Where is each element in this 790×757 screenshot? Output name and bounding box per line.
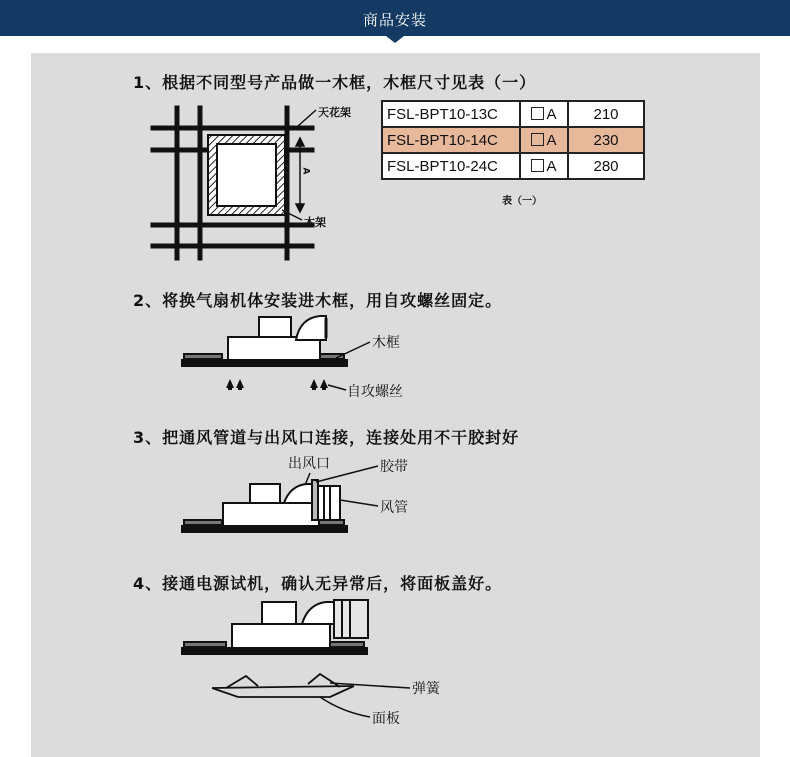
model-cell: FSL-BPT10-13C [382, 101, 520, 127]
symbol-cell: A [520, 153, 568, 179]
spring-label: 弹簧 [412, 681, 440, 697]
panel-leader [320, 697, 370, 717]
frame2-label: 木框 [372, 335, 400, 351]
size-table [381, 100, 645, 180]
screw-leader [328, 385, 346, 390]
screw-icons [226, 379, 328, 390]
step-3-text: 3、把通风管道与出风口连接，连接处用不干胶封好 [133, 428, 520, 447]
table-caption: 表（一） [502, 196, 542, 207]
outlet-label: 出风口 [288, 456, 330, 472]
ceiling-label: 天花架 [318, 106, 351, 119]
duct-label: 风管 [380, 500, 408, 516]
symbol-cell: A [520, 127, 568, 153]
value-cell: 230 [568, 127, 644, 153]
value-cell: 210 [568, 101, 644, 127]
symbol-cell: A [520, 101, 568, 127]
step-4-text: 4、接通电源试机，确认无异常后，将面板盖好。 [133, 574, 503, 593]
value-cell: 280 [568, 153, 644, 179]
panel-cover [212, 674, 354, 697]
table-row [382, 153, 644, 179]
ceiling-leader [298, 110, 316, 126]
tape-label: 胶带 [380, 459, 408, 475]
duct-leader [340, 500, 378, 506]
page-title: 商品安装 [362, 11, 427, 29]
step-2-text: 2、将换气扇机体安装进木框，用自攻螺丝固定。 [133, 291, 503, 310]
screw-label: 自攻螺丝 [347, 384, 403, 400]
square-icon [531, 133, 544, 146]
panel-label: 面板 [372, 711, 400, 727]
diagram-3 [182, 480, 347, 532]
frame2-leader [336, 342, 370, 358]
square-icon [531, 107, 544, 120]
diagram-2 [182, 316, 347, 366]
square-icon [531, 159, 544, 172]
wooden-frame [208, 135, 285, 215]
diagram-4 [182, 600, 368, 654]
table-row-highlighted [382, 127, 644, 153]
step-1-text: 1、根据不同型号产品做一木框，木框尺寸见表（一） [133, 73, 537, 92]
model-cell: FSL-BPT10-14C [382, 127, 520, 153]
table-row [382, 101, 644, 127]
dimension-label: A [300, 167, 311, 175]
frame-label: 木架 [304, 216, 326, 229]
model-cell: FSL-BPT10-24C [382, 153, 520, 179]
